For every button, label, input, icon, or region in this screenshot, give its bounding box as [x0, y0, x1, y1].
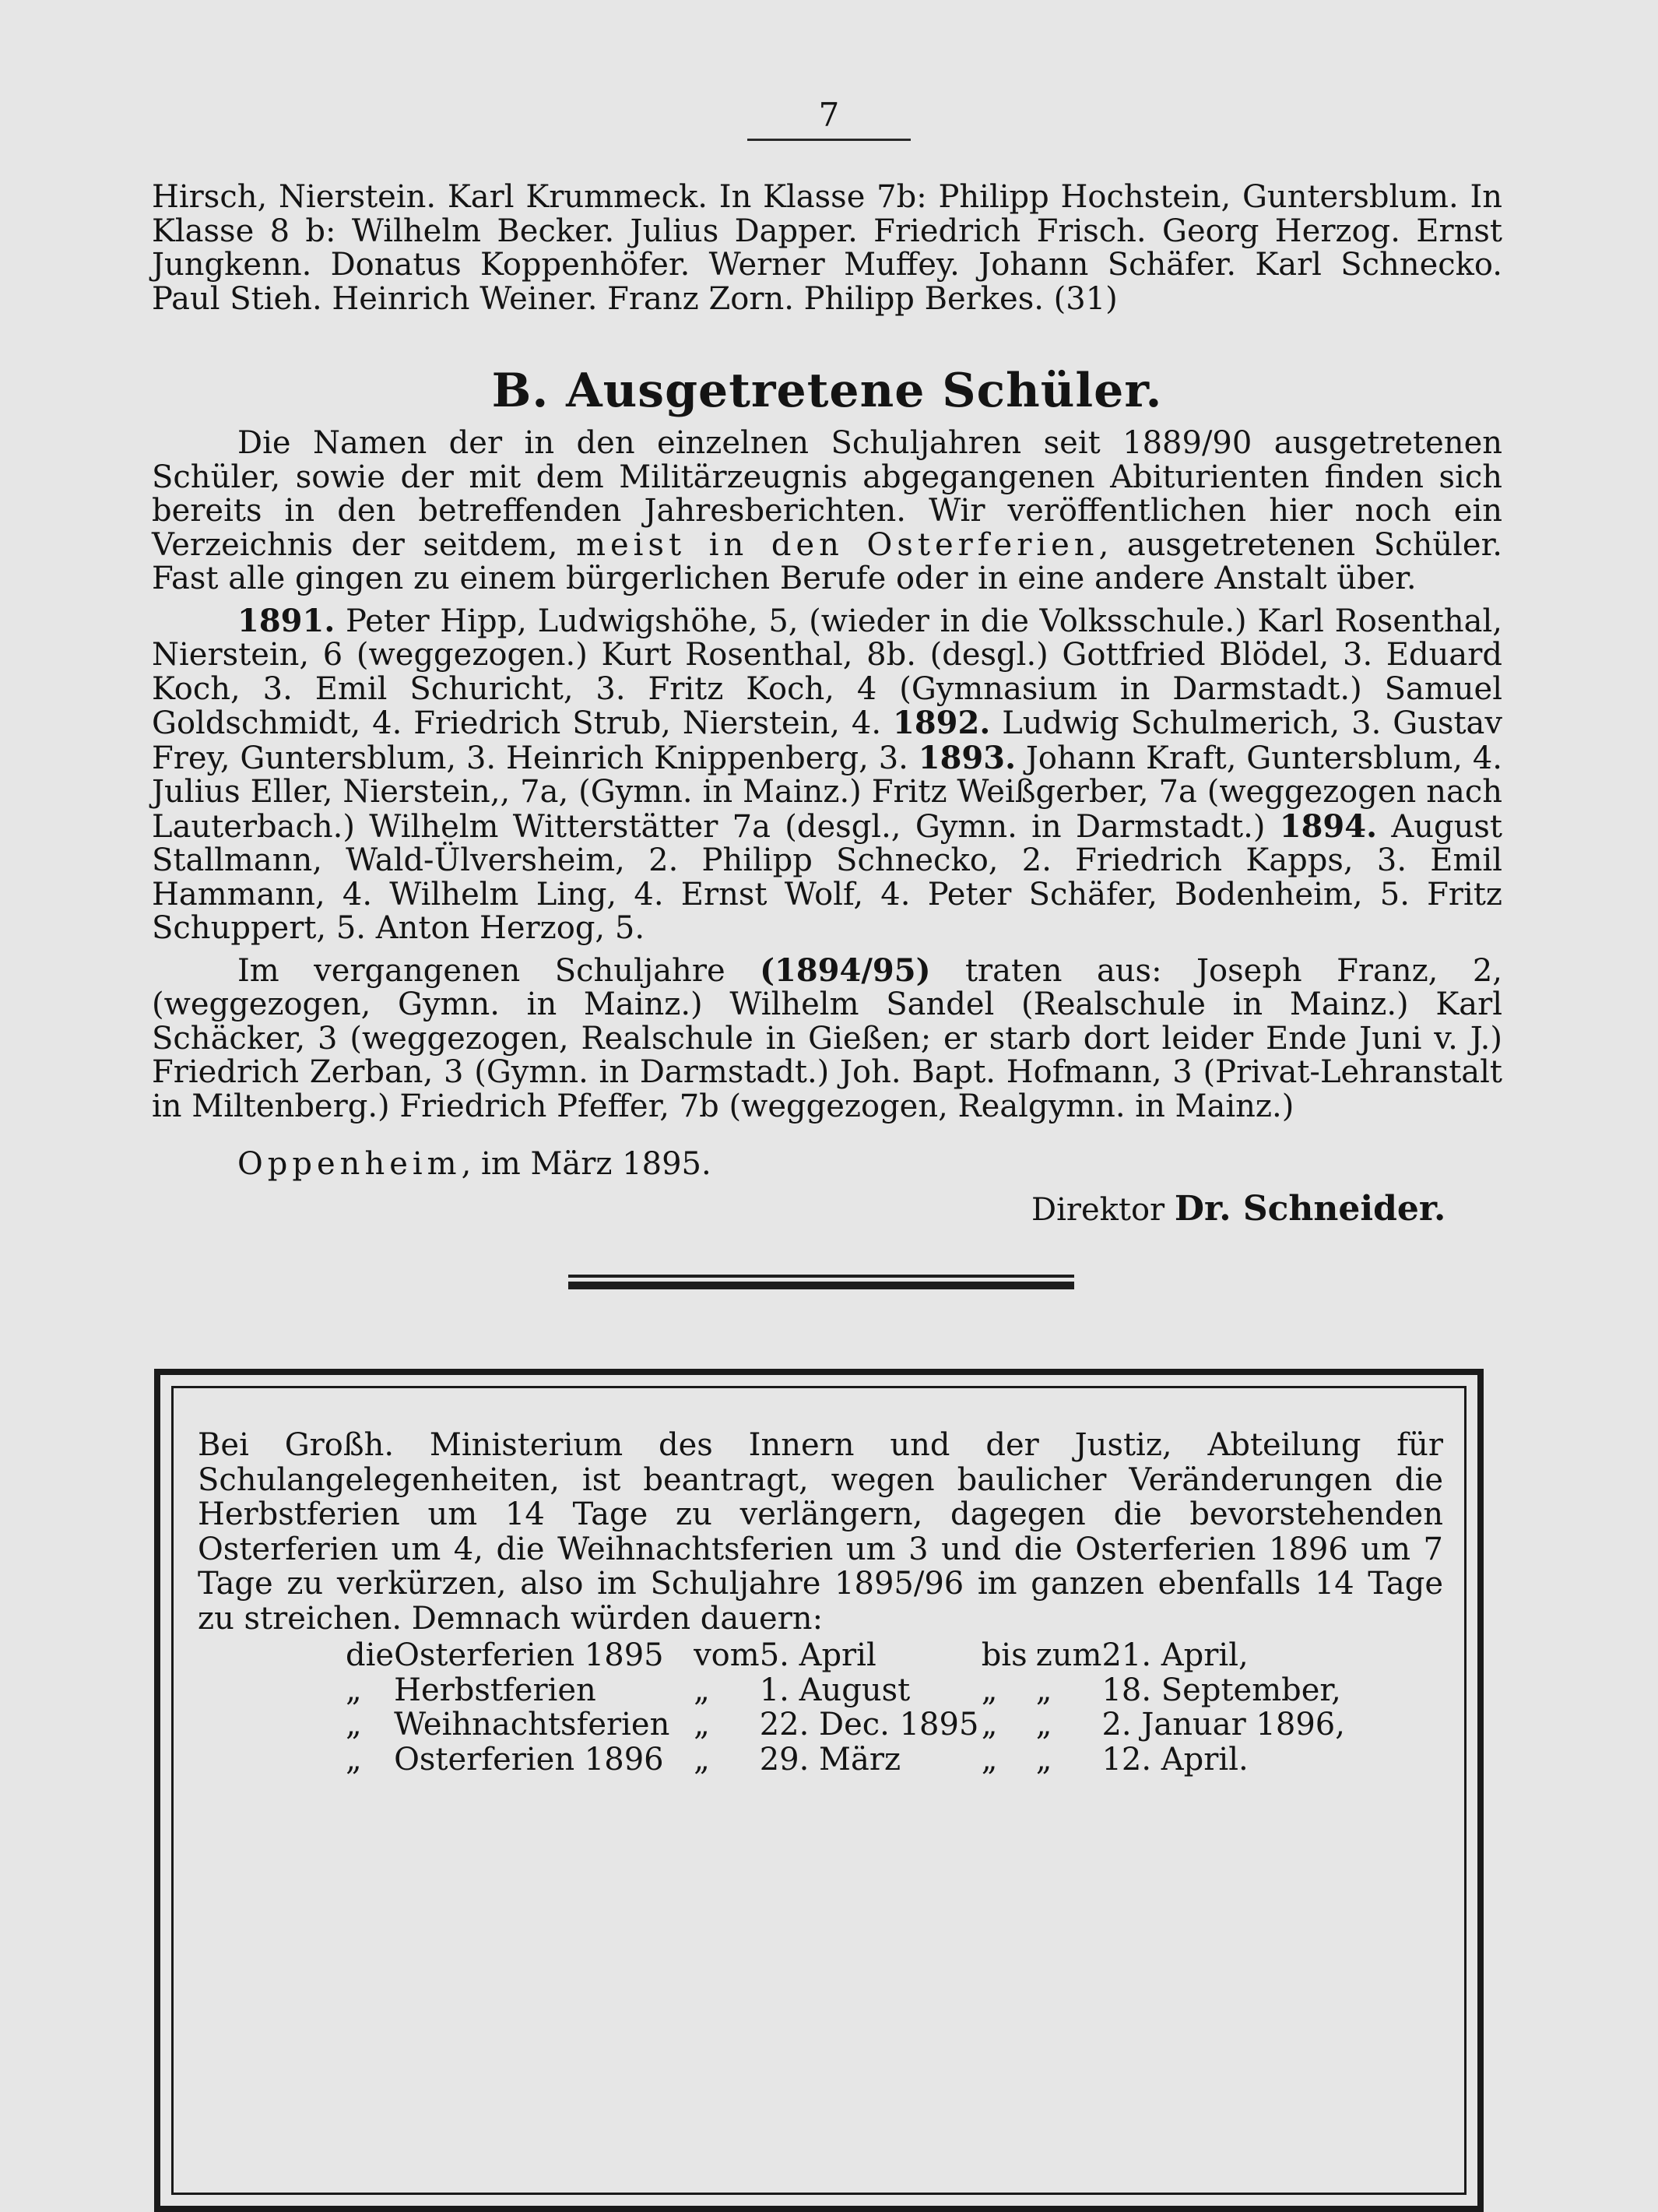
schedule-cell-vom: „ — [694, 1741, 710, 1778]
schedule-cell-art: „ — [346, 1741, 362, 1778]
section-letter: B. — [491, 364, 550, 418]
notice-text-block — [198, 1428, 1443, 1637]
continuation-text: Hirsch, Nierstein. Karl Krummeck. In Klasse 7b: Philipp Hochstein, Guntersblum. In Klasse 8 b: Wilhelm Becker. Julius Dapper. Friedrich Frisch. Georg Herzog. Ernst Jungkenn. Donatus Koppenhöfer. Werner Muffey. Johann Schäfer. Karl Schnecko. Paul Stieh. Heinrich Weiner. Franz Zorn. Philipp Berkes. (31) — [152, 179, 1502, 317]
signature-role: Direktor — [1031, 1192, 1165, 1228]
date: , im März 1895. — [461, 1146, 711, 1182]
year-1892: 1892. — [893, 705, 991, 741]
page-number-rule — [747, 139, 911, 141]
year-1891: 1891. — [237, 602, 335, 639]
schedule-cell-zum: „ — [1035, 1672, 1052, 1708]
text-1891: Peter Hipp, Ludwigshöhe, 5, (wieder in die Volksschule.) Karl Rosenthal, Nierstein, 6 (weggezogen.) Kurt Rosenthal, 8b. (desgl.) Gottfried Blödel, 3. Eduard Koch, 3. Emil Schuricht, 3. Fritz Koch, 4 (Gymnasium in Darmstadt.) Samuel Goldschmidt, 4. Friedrich Strub, Nierstein, 4. — [152, 603, 1502, 741]
years-paragraph — [152, 604, 1502, 946]
page-number: 7 — [818, 96, 840, 134]
schedule-cell-vom: vom — [694, 1637, 760, 1673]
section-title: Ausgetretene Schüler. — [566, 364, 1163, 418]
schedule-cell-bis: bis — [981, 1637, 1027, 1673]
schedule-cell-zum: zum — [1035, 1637, 1102, 1673]
past-year-year: (1894/95) — [760, 951, 931, 989]
signature-name: Dr. Schneider. — [1174, 1189, 1446, 1229]
schedule-cell-to: 21. April, — [1101, 1637, 1249, 1673]
notice-paragraph: Bei Großh. Ministerium des Innern und der Justiz, Abteilung für Schulangelegenheiten, ist beantragt, wegen baulicher Veränderungen die Herbstferien um 14 Tage zu verlängern, dagegen die bevorstehenden Osterferien um 4, die Weihnachtsferien um 3 und die Osterferien 1896 um 7 Tage zu verkürzen, also im Schuljahre 1895/96 im ganzen ebenfalls 14 Tage zu streichen. Demnach würden dauern: — [198, 1427, 1443, 1637]
schedule-cell-bis: „ — [981, 1707, 998, 1743]
intro-part-2: , ausgetretenen Schüler. Fast alle gingen zu einem bürgerlichen Berufe oder in eine andere Anstalt über. — [152, 526, 1503, 596]
divider-thin-line — [568, 1275, 1074, 1278]
past-year-before: Im vergangenen Schuljahre — [237, 952, 761, 989]
schedule-cell-name: Weihnachtsferien — [394, 1707, 670, 1743]
schedule-row — [346, 1673, 1345, 1708]
schedule-cell-art: „ — [346, 1707, 362, 1743]
schedule-cell-name: Osterferien 1895 — [394, 1637, 664, 1673]
schedule-cell-to: 18. September, — [1101, 1672, 1341, 1708]
schedule-cell-bis: „ — [981, 1741, 998, 1778]
continuation-paragraph — [152, 181, 1502, 316]
past-year-paragraph — [152, 951, 1502, 1124]
schedule-cell-art: die — [346, 1637, 395, 1673]
year-1894: 1894. — [1279, 807, 1378, 845]
schedule-row — [346, 1743, 1345, 1778]
schedule-cell-zum: „ — [1035, 1707, 1052, 1743]
notice-box — [154, 1369, 1484, 2212]
divider-thick-line — [568, 1282, 1074, 1289]
schedule-cell-to: 2. Januar 1896, — [1101, 1707, 1345, 1743]
schedule-cell-zum: „ — [1035, 1741, 1052, 1778]
place: Oppenheim — [237, 1146, 462, 1182]
schedule-cell-from: 5. April — [759, 1637, 876, 1673]
schedule-cell-from: 29. März — [759, 1741, 901, 1778]
text-1894: August Stallmann, Wald-Ülversheim, 2. Philipp Schnecko, 2. Friedrich Kapps, 3. Emil Hammann, 4. Wilhelm Ling, 4. Ernst Wolf, 4. Peter Schäfer, Bodenheim, 5. Fritz Schuppert, 5. Anton Herzog, 5. — [152, 808, 1502, 946]
schedule-cell-art: „ — [346, 1672, 362, 1708]
intro-paragraph — [152, 427, 1502, 596]
section-heading — [152, 360, 1502, 422]
schedule-cell-bis: „ — [981, 1672, 998, 1708]
schedule-cell-from: 1. August — [759, 1672, 911, 1708]
schedule-cell-to: 12. April. — [1101, 1741, 1249, 1778]
schedule-cell-from: 22. Dec. 1895 — [759, 1707, 979, 1743]
schedule-cell-name: Herbstferien — [394, 1672, 596, 1708]
text-1892: Ludwig Schulmerich, 3. Gustav Frey, Guntersblum, 3. Heinrich Knippenberg, 3. — [152, 705, 1502, 776]
schedule-row — [346, 1707, 1345, 1743]
schedule-cell-vom: „ — [694, 1707, 710, 1743]
signature — [1031, 1190, 1445, 1229]
text-1893: Johann Kraft, Guntersblum, 4. Julius Eller, Nierstein,, 7a, (Gymn. in Mainz.) Fritz Weißgerber, 7a (weggezogen nach Lauterbach.) Wilhelm Witterstätter 7a (desgl., Gymn. in Darmstadt.) — [152, 740, 1502, 845]
schedule-cell-name: Osterferien 1896 — [394, 1741, 664, 1778]
schedule-row — [346, 1638, 1345, 1673]
intro-part-1: Die Namen der in den einzelnen Schuljahren seit 1889/90 ausgetretenen Schüler, sowie der mit dem Militärzeugnis abgegangenen Abiturienten finden sich bereits in den betreffenden Jahresberichten. Wir veröffentlichen hier noch ein Verzeichnis der seitdem, — [152, 425, 1502, 563]
schedule-cell-vom: „ — [694, 1672, 710, 1708]
holiday-schedule — [346, 1638, 1345, 1777]
year-1893: 1893. — [918, 739, 1016, 776]
place-date — [237, 1145, 711, 1183]
section-divider — [568, 1275, 1074, 1292]
past-year-after: traten aus: Joseph Franz, 2, (weggezogen, Gymn. in Mainz.) Wilhelm Sandel (Realschule in Mainz.) Karl Schäcker, 3 (weggezogen, Realschule in Gießen; er starb dort leider Ende Juni v. J.) Friedrich Zerban, 3 (Gymn. in Darmstadt.) Joh. Bapt. Hofmann, 3 (Privat-Lehranstalt in Miltenberg.) Friedrich Pfeffer, 7b (weggezogen, Realgymn. in Mainz.) — [152, 952, 1502, 1124]
main-body — [152, 427, 1502, 1124]
intro-spaced: meist in den Osterferien — [576, 526, 1099, 563]
